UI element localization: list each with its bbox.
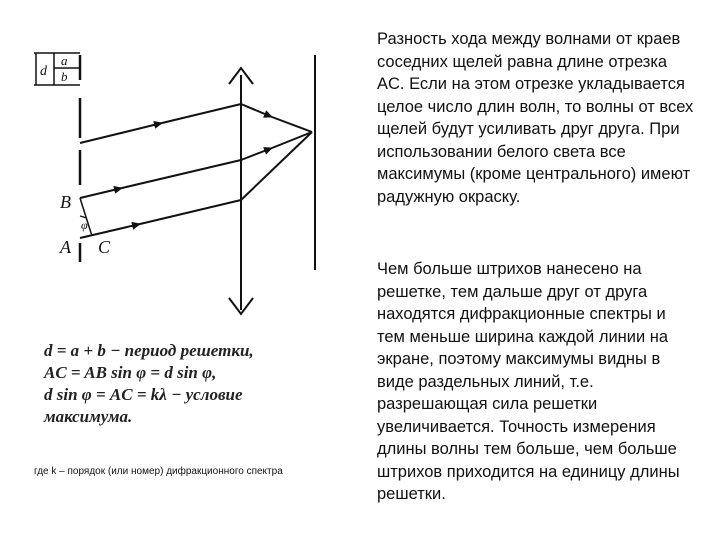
- formula-line-1: d = a + b − период решетки,: [44, 341, 254, 360]
- paragraph-resolving-power: Чем больше штрихов нанесено на решетке, тем дальше друг от друга находятся дифракционные спектры и тем меньше ширина каждой линии на экране, поэтому максимумы видны в виде раздельных линий, т.е. разрешающая сила решетки увеличивается. Точность измерения длины волны тем больше, чем больше штрихов приходится на единицу длины решетки.: [377, 260, 680, 503]
- label-A: A: [60, 237, 71, 257]
- label-C: C: [98, 237, 111, 257]
- formula-line-3: d sin φ = AC = kλ − условие: [44, 385, 243, 404]
- label-a: a: [61, 53, 68, 68]
- paragraph-path-difference: Разность хода между волнами от краев соседних щелей равна длине отрезка AC. Если на этом отрезке укладывается целое число длин волн, то волны от всех щелей будут усиливать друг друга. При использовании белого света все максимумы (кроме центрального) имеют радужную окраску.: [377, 30, 694, 206]
- label-d: d: [40, 64, 47, 79]
- label-B: B: [60, 192, 71, 212]
- formula-block: [44, 340, 344, 428]
- label-b: b: [61, 69, 68, 84]
- rays: [80, 104, 241, 238]
- formula-line-4: максимума.: [44, 407, 133, 426]
- order-note: где k – порядок (или номер) дифракционного спектра: [34, 466, 283, 477]
- converging-rays: [241, 104, 312, 200]
- formula-line-2: AC = AB sin φ = d sin φ,: [44, 363, 217, 382]
- label-phi: φ: [81, 218, 88, 232]
